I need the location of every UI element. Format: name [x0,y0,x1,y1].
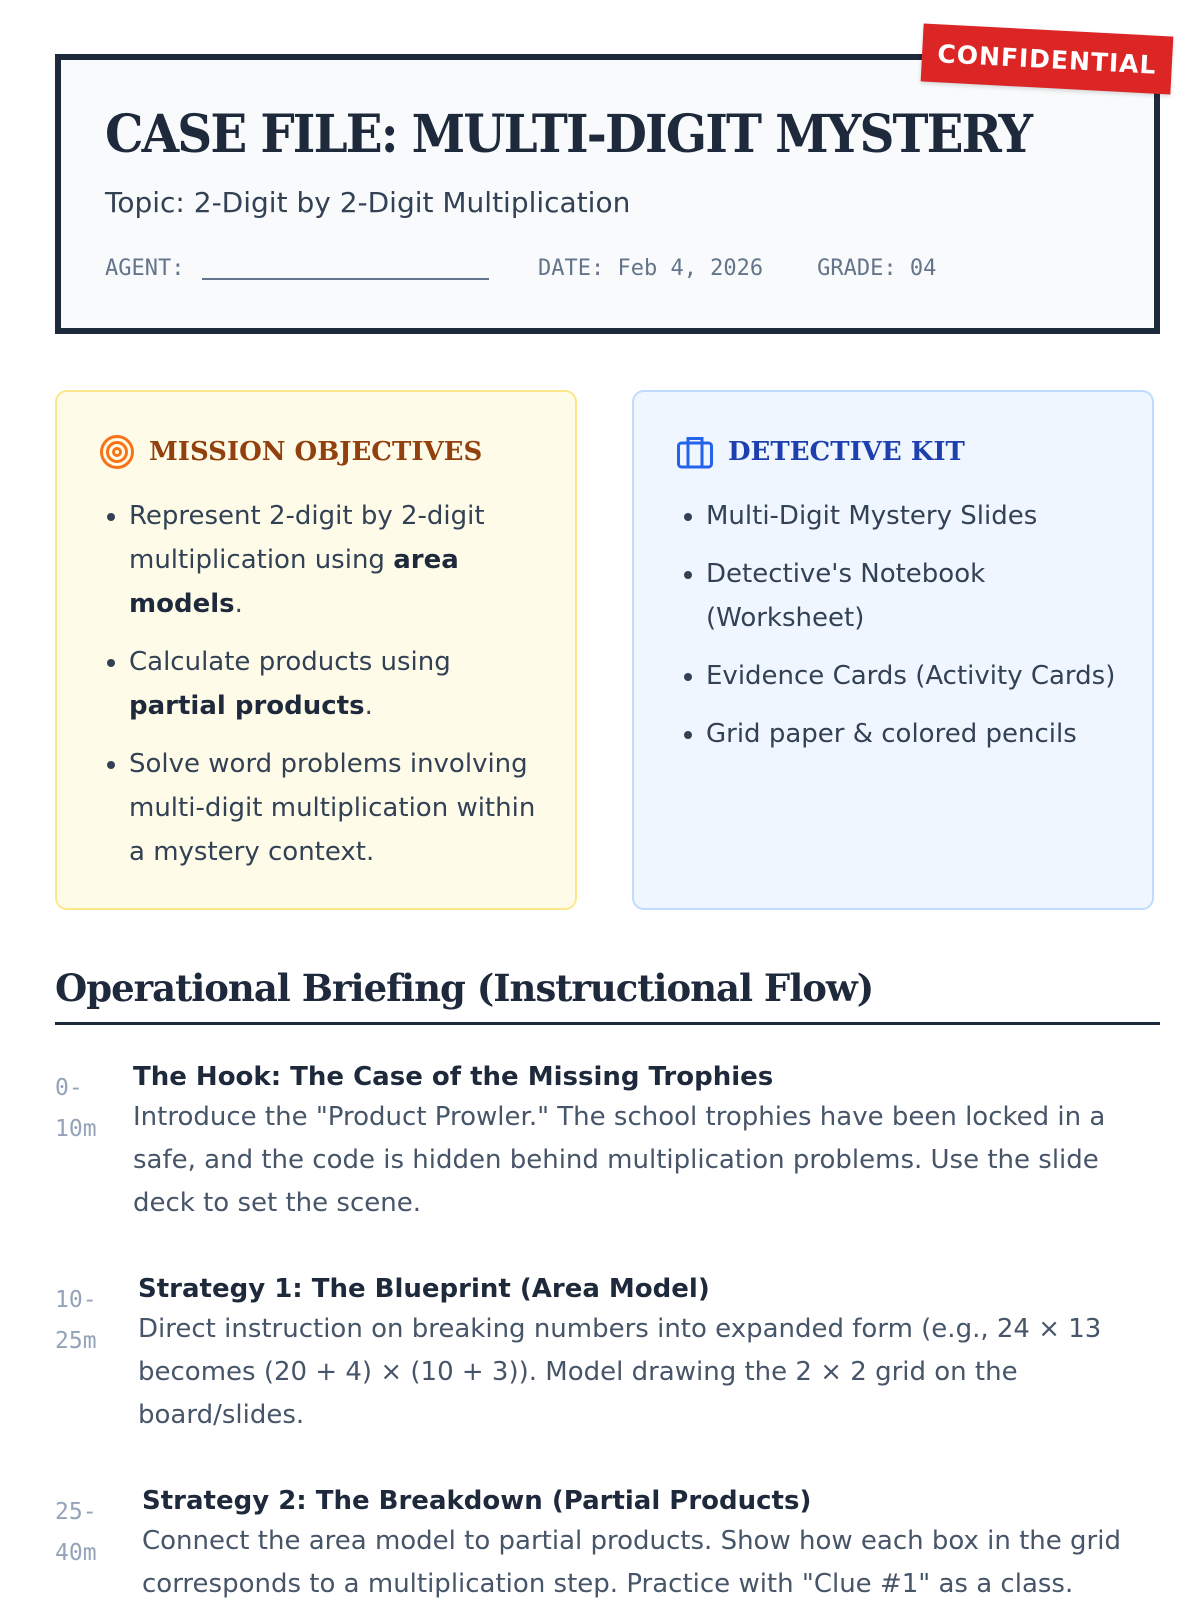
agent-name-blank[interactable] [202,256,489,280]
briefing-section-title: Operational Briefing (Instructional Flow) [55,966,874,1010]
section-divider [55,1022,1160,1025]
case-title: CASE FILE: MULTI-DIGIT MYSTERY [105,104,1032,165]
objective-text-end: . [234,589,243,619]
list-item: • Evidence Cards (Activity Cards) [706,654,1146,698]
case-topic: Topic: 2-Digit by 2-Digit Multiplication [105,186,631,219]
target-icon [99,434,135,470]
objective-text: Calculate products using [129,647,451,677]
objective-keyword: area models [129,545,459,619]
step-title: The Hook: The Case of the Missing Trophies [133,1062,774,1092]
list-item: • Detective's Notebook (Worksheet) [706,552,1146,640]
list-item: • Grid paper & colored pencils [706,712,1146,756]
case-grade: GRADE: 04 [817,256,937,281]
step-title: Strategy 1: The Blueprint (Area Model) [138,1274,710,1304]
kit-list [706,494,1146,770]
step-description: Introduce the "Product Prowler." The school trophies have been locked in a safe, and the code is hidden behind multiplication problems. Use the slide deck to set the scene. [133,1102,1106,1218]
objective-text-end: . [364,691,373,721]
list-item [129,640,549,728]
step-body [138,1270,1160,1437]
step-description: Direct instruction on breaking numbers into expanded form (e.g., 24 × 13 becomes (20 + 4) × (10 + 3)). Model drawing the 2 × 2 grid on the board/slides. [138,1314,1102,1430]
detective-kit-panel [632,390,1154,910]
mission-objectives-title: MISSION OBJECTIVES [149,437,483,467]
step-body [133,1058,1160,1225]
list-item [129,494,549,626]
objective-keyword: partial products [129,691,365,721]
mission-objectives-heading [99,434,482,470]
confidential-stamp: CONFIDENTIAL [921,23,1174,94]
step-time: 25-40m [55,1499,97,1566]
case-date: DATE: Feb 4, 2026 [538,256,764,281]
step-time: 0-10m [55,1075,97,1142]
objective-text: Solve word problems involving multi-digit multiplication within a mystery context. [129,749,536,867]
step-title: Strategy 2: The Breakdown (Partial Products) [142,1486,812,1516]
detective-kit-heading [676,434,965,470]
step-body [142,1482,1160,1600]
detective-kit-title: DETECTIVE KIT [728,437,965,467]
objectives-list [129,494,549,888]
agent-label: AGENT: [105,256,185,281]
briefcase-icon [676,434,714,470]
list-item: • Multi-Digit Mystery Slides [706,494,1146,538]
objective-text: Represent 2-digit by 2-digit multiplication using [129,501,485,575]
step-time: 10-25m [55,1287,97,1354]
case-meta-row [105,256,936,281]
list-item [129,742,549,874]
case-file-header [55,54,1160,334]
step-description: Connect the area model to partial products. Show how each box in the grid corresponds to a multiplication step. Practice with "Clue #1" as a class. [142,1526,1121,1599]
mission-objectives-panel [55,390,577,910]
